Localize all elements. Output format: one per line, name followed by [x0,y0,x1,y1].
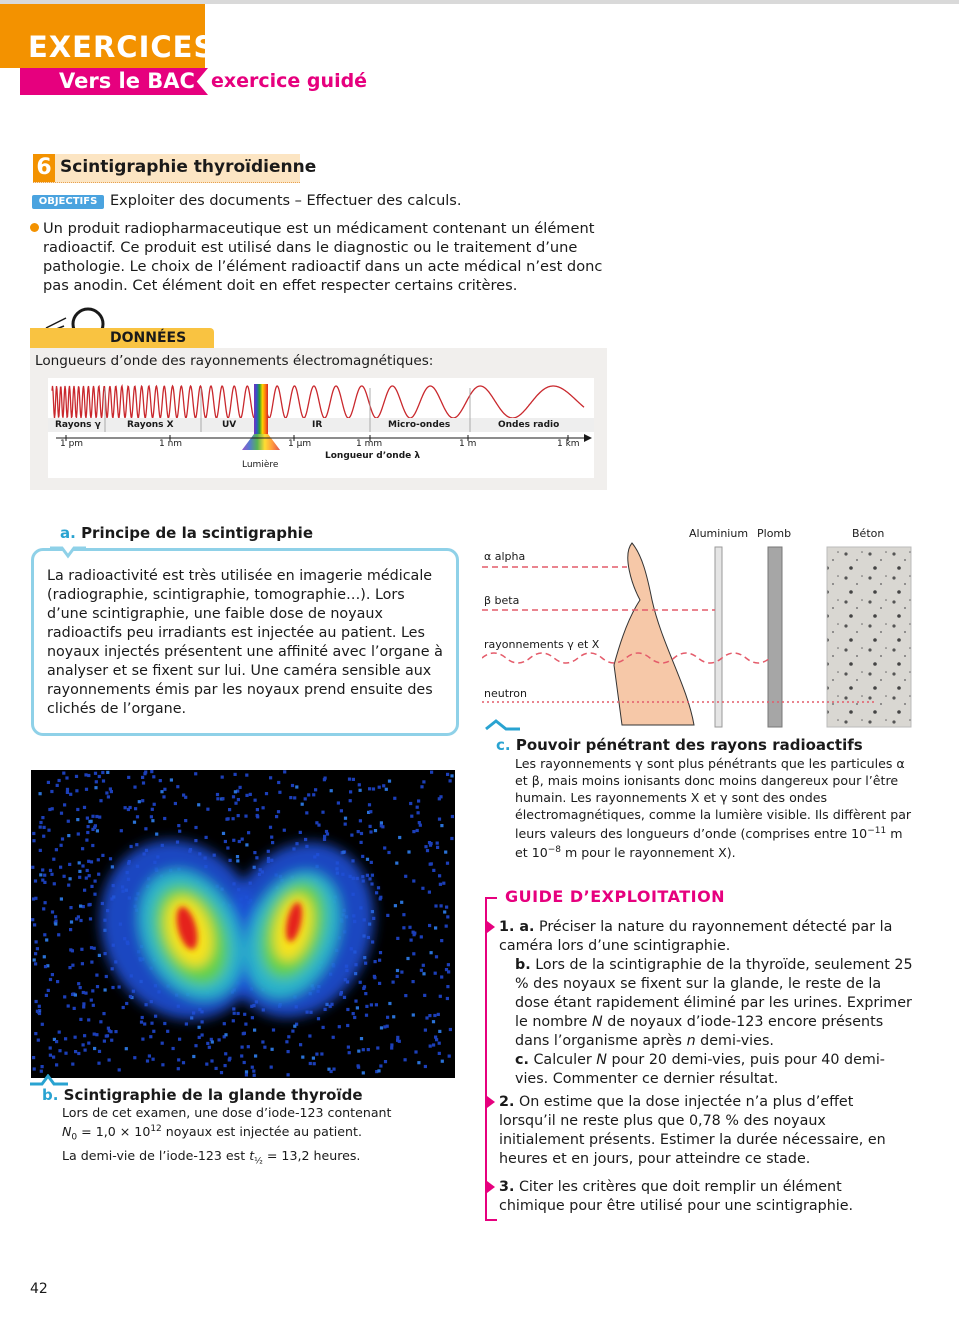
material-lead: Plomb [757,527,792,540]
doc-b-heading [42,1086,363,1104]
material-concrete: Béton [852,527,885,540]
exercise-title: Scintigraphie thyroïdienne [60,157,317,177]
header-subtitle: Vers le BAC [59,69,195,93]
lead-sheet [768,547,782,727]
question-2: 2. On estime que la dose injectée n’a plus d’effet lorsqu’il ne reste plus que 0,78 % des noyaux initialement présents. Estimer la durée nécessaire, en heures et en jours, pour atteindre ce stade. [499,1094,886,1167]
doc-a-letter: a. [60,524,76,542]
ray-label-beta: β beta [484,594,520,607]
visible-light-band [254,384,268,434]
objectives-text: Exploiter des documents – Effectuer des calculs. [110,193,462,209]
em-wave [52,386,584,418]
intro-paragraph: Un produit radiopharmaceutique est un médicament contenant un élément radioactif. Ce produit est utilisé dans le diagnostic ou le traitement d’une pathologie. Le choix de l’élément radioactif dans un acte médical n’est donc pas anodin. Cet élément doit en effet respecter certains critères. [43,220,603,294]
doc-b-line1: Lors de cet examen, une dose d’iode-123 contenant [62,1105,392,1120]
visible-light-fan [242,434,280,450]
doc-a-title: Principe de la scintigraphie [81,524,313,542]
material-aluminium: Aluminium [689,527,749,540]
page-number: 42 [30,1281,48,1297]
ray-label-alpha: α alpha [484,550,526,563]
tick-label-pm: 1 pm [60,439,84,449]
band-label-ir: IR [312,420,323,430]
doc-c-heading [496,736,863,754]
card-notch-icon [50,545,86,559]
question-1 [499,918,911,956]
aluminium-sheet [715,547,722,727]
question-marker-icon [487,921,495,933]
guide-title: GUIDE D’EXPLOITATION [505,887,726,906]
band-label-radio: Ondes radio [498,420,560,430]
question-1a: 1. a. Préciser la nature du rayonnement détecté par la caméra lors d’une scintigraphie. [499,919,893,954]
tick-label-m: 1 m [459,439,477,449]
doc-c-notch-icon [486,721,520,729]
tick-label-um: 1 µm [288,439,312,449]
question-1b: b. Lors de la scintigraphie de la thyroïde, seulement 25 % des noyaux se fixent sur la glande, le reste de la dose étant rapidement éliminé par les urines. Exprimer le nombre N de noyaux d’iode-123 encore présents dans l’organisme après n demi-vies. [515,957,913,1049]
doc-b-notch-icon [30,1074,68,1086]
doc-c-exp2: −8 [547,845,561,856]
question-3: 3. Citer les critères que doit remplir un élément chimique pour être utilisé pour une scintigraphie. [499,1179,854,1214]
tick-label-mm: 1 mm [356,439,383,449]
header-title: EXERCICES [28,30,216,64]
doc-b-caption [62,1104,452,1170]
band-label-uv: UV [222,420,237,430]
doc-a-text: La radioactivité est très utilisée en imagerie médicale (radiographie, scintigraphie, tomographie…). Lors d’une scintigraphie, une faible dose de noyaux radioactifs peu irradiants est injectée au patient. Les noyaux injectés présentent une affinité avec l’organe à analyser et se fixent sur lui. Une caméra sensible aux rayonnements émis par les noyaux prend ensuite des clichés de l’organe. [47,568,443,717]
doc-c-exp1: −11 [867,826,887,836]
guide-bracket [485,897,497,1221]
band-label-x: Rayons X [127,420,174,430]
doc-c-end: m pour le rayonnement X). [561,845,736,861]
question-marker-icon [487,1181,495,1193]
band-label-microwave: Micro-ondes [388,420,451,430]
axis-arrow-icon [584,434,592,442]
doc-c-caption [515,755,915,861]
light-label: Lumière [242,460,279,470]
doc-b-letter: b. [42,1086,59,1104]
thyroid-scintigraphy-image [31,770,455,1078]
ray-label-neutron: neutron [484,687,528,700]
doc-c-base1: 10 [851,826,868,842]
tick-label-km: 1 km [557,439,580,449]
donnees-text: Longueurs d’onde des rayonnements électromagnétiques: [35,353,434,369]
doc-c-mid: m et 10 [515,826,903,861]
ray-label-gamma-x: rayonnements γ et X [484,638,600,651]
doc-c-title: Pouvoir pénétrant des rayons radioactifs [515,736,863,754]
question-1c: c. Calculer N pour 20 demi-vies, puis pour 40 demi-vies. Commenter ce dernier résultat. [515,1052,885,1087]
doc-c-text: Les rayonnements γ sont plus pénétrants que les particules α et β, mais moins ionisants donc moins dangereux pour l’être humain. Les rayonnements X et γ sont des ondes électromagnétiques, comme la lumière visible. Ils diffèrent par leurs valeurs des longueurs d’onde (comprises entre [515,756,912,842]
bullet-icon [30,223,39,232]
question-marker-icon [487,1096,495,1108]
concrete-block [827,547,911,727]
doc-b-title: Scintigraphie de la glande thyroïde [63,1086,363,1104]
header-guide-label: exercice guidé [211,70,368,92]
objectives-tag: OBJECTIFS [32,195,104,209]
band-label-gamma: Rayons γ [55,420,101,430]
hand-drawing [614,543,694,725]
thyroid-glow [71,814,399,1047]
tick-label-nm: 1 nm [159,439,183,449]
em-spectrum-diagram [48,378,594,478]
axis-label: Longueur d’onde λ [325,451,421,461]
doc-b-line3: La demi-vie de l’iode-123 est $t_{\frac{1}{2}} = 13,2$ heures. [62,1147,361,1167]
doc-a-heading [60,524,313,542]
doc-c-letter: c. [496,736,511,754]
doc-b-line2: $N_0 = 1,0 \times 10^{12}$ noyaux est injectée au patient. [62,1124,362,1143]
donnees-label: DONNÉES [110,330,187,346]
penetration-diagram [482,525,922,735]
exercise-number: 6 [33,154,55,182]
